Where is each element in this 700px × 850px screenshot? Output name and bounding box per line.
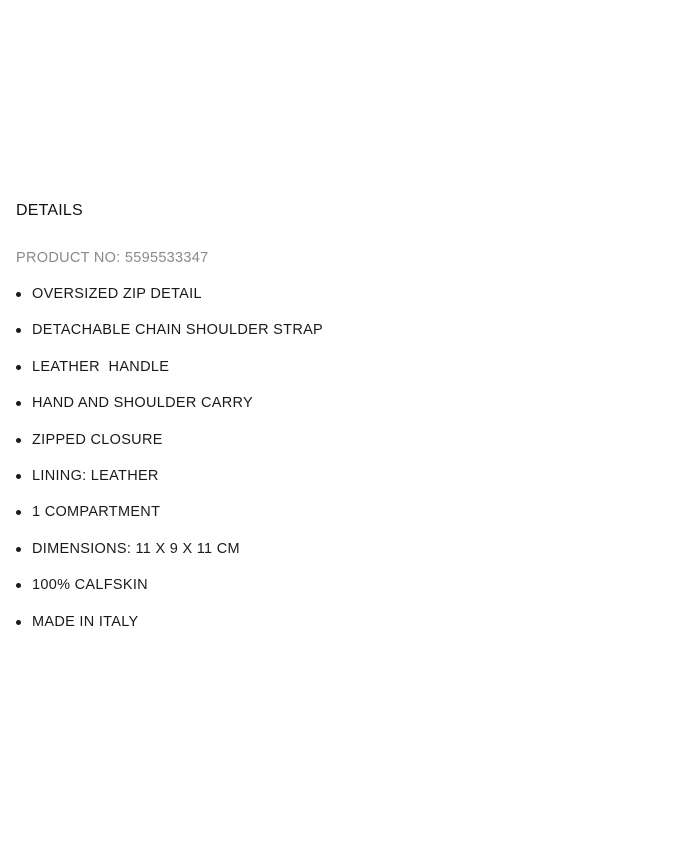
feature-text: DIMENSIONS: 11 X 9 X 11 CM [32,540,240,557]
bullet-icon [16,583,21,588]
feature-item [16,576,676,594]
feature-item [16,467,676,485]
details-heading: DETAILS [16,202,83,219]
feature-text: ZIPPED CLOSURE [32,431,163,448]
product-number: PRODUCT NO: 5595533347 [16,250,209,266]
feature-item [16,431,676,449]
bullet-icon [16,328,21,333]
feature-text: OVERSIZED ZIP DETAIL [32,286,202,302]
bullet-icon [16,474,21,479]
bullet-icon [16,438,21,443]
feature-text: 1 COMPARTMENT [32,504,161,521]
feature-text: DETACHABLE CHAIN SHOULDER STRAP [32,322,324,339]
bullet-icon [16,547,21,552]
product-details-section [16,200,676,631]
feature-item [16,358,676,376]
bullet-icon [16,620,21,625]
bullet-icon [16,365,21,370]
feature-item [16,285,676,303]
feature-text: LINING: LEATHER [32,467,159,484]
bullet-icon [16,401,21,406]
bullet-icon [16,292,21,297]
feature-item [16,503,676,521]
feature-text: MADE IN ITALY [32,613,139,630]
feature-text: LEATHER HANDLE [32,358,170,375]
feature-item [16,394,676,412]
feature-item [16,613,676,631]
feature-item [16,321,676,339]
product-features-list [16,285,676,631]
feature-text: HAND AND SHOULDER CARRY [32,395,253,412]
bullet-icon [16,510,21,515]
feature-item [16,540,676,558]
feature-text: 100% CALFSKIN [32,577,148,594]
